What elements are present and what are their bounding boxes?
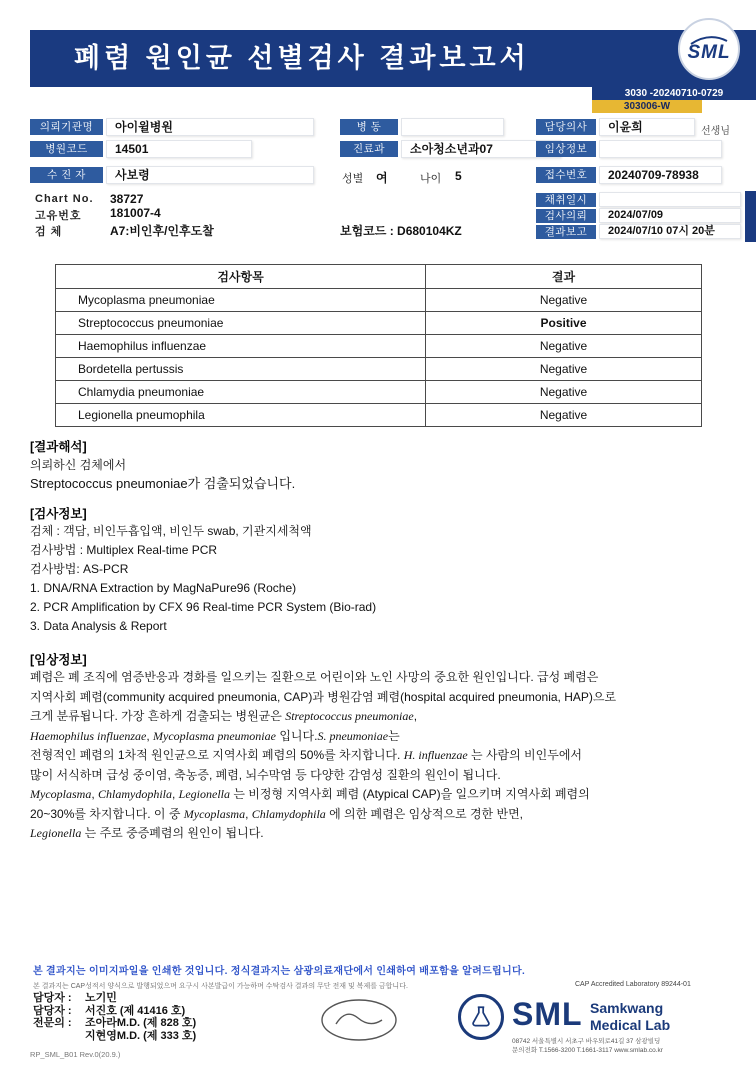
request-date-label: 검사의뢰 bbox=[536, 209, 596, 223]
text-line: 크게 분류됩니다. 가장 흔하게 검출되는 병원균은 Streptococcus pneumoniae, bbox=[30, 709, 418, 723]
chart-no-value: 38727 bbox=[110, 192, 144, 206]
text-line: 20~30%를 차지합니다. 이 중 Mycoplasma, Chlamydophila 에 의한 폐렴은 임상적으로 경한 반면, bbox=[30, 806, 524, 821]
contact-line: 문의전화 T.1566-3200 T.1661-3117 www.smlab.co.kr bbox=[512, 1046, 663, 1054]
results-table-body bbox=[56, 289, 702, 427]
text-line: 검사방법: AS-PCR bbox=[30, 562, 129, 576]
flask-icon bbox=[468, 1004, 494, 1030]
text-line: 많이 서식하며 급성 중이염, 축농증, 폐렴, 뇌수막염 등 다양한 감염성 질환의 원인이 됩니다. bbox=[30, 767, 501, 782]
text-line: Legionella 는 주로 중증폐렴의 원인이 됩니다. bbox=[30, 826, 264, 840]
test-item: Mycoplasma pneumoniae bbox=[56, 289, 426, 312]
department-label: 진료과 bbox=[340, 141, 398, 157]
header-bar bbox=[30, 30, 756, 87]
text-line: 3. Data Analysis & Report bbox=[30, 619, 167, 633]
test-result: Negative bbox=[426, 289, 702, 312]
patient-value: 사보령 bbox=[106, 166, 314, 184]
receipt-label: 접수번호 bbox=[536, 167, 596, 183]
document-code: 303006-W bbox=[592, 100, 702, 113]
age-value: 5 bbox=[455, 169, 462, 183]
text-line: Haemophilus influenzae, Mycoplasma pneumoniae 입니다.S. pneumoniae는 bbox=[30, 728, 400, 743]
hospital-code-label: 병원코드 bbox=[30, 141, 103, 157]
receipt-value: 20240709-78938 bbox=[599, 166, 722, 184]
ward-label: 병 동 bbox=[340, 119, 398, 135]
test-item: Streptococcus pneumoniae bbox=[56, 312, 426, 335]
text-line: Mycoplasma, Chlamydophila, Legionella 는 비정형 지역사회 폐렴 (Atypical CAP)을 일으키며 지역사회 폐렴의 bbox=[30, 787, 590, 801]
doctor-label: 담당의사 bbox=[536, 119, 596, 135]
footer-sml-logo bbox=[458, 994, 504, 1040]
clinical-value bbox=[599, 140, 722, 158]
test-result: Positive bbox=[426, 312, 702, 335]
lab-name-line2: Medical Lab bbox=[590, 1017, 671, 1033]
ward-value bbox=[401, 118, 504, 136]
test-item: Chlamydia pneumoniae bbox=[56, 381, 426, 404]
footer-lab-name bbox=[590, 1000, 670, 1034]
signature-stamp bbox=[318, 996, 400, 1044]
org-value: 아이윌병원 bbox=[106, 118, 314, 136]
department-value: 소아청소년과07 bbox=[401, 140, 561, 158]
test-item: Bordetella pertussis bbox=[56, 358, 426, 381]
uid-label: 고유번호 bbox=[35, 210, 82, 222]
collect-date-label: 채취일시 bbox=[536, 193, 596, 207]
text-line: 전형적인 폐렴의 1차적 원인균으로 지역사회 폐렴의 50%를 차지합니다. H. influenzae 는 사람의 비인두에서 bbox=[30, 748, 583, 762]
org-label: 의뢰기관명 bbox=[30, 119, 103, 135]
hospital-code-value: 14501 bbox=[106, 140, 252, 158]
request-date-value: 2024/07/09 bbox=[599, 208, 741, 223]
lab-name-line1: Samkwang bbox=[590, 1000, 664, 1016]
table-row bbox=[56, 358, 702, 381]
logo-text: SML bbox=[687, 42, 731, 63]
footer-address bbox=[512, 1038, 663, 1055]
column-header-item: 검사항목 bbox=[56, 265, 426, 289]
text-line: 2. PCR Amplification by CFX 96 Real-time PCR System (Bio-rad) bbox=[30, 600, 377, 614]
table-row bbox=[56, 289, 702, 312]
cap-accreditation: CAP Accredited Laboratory 89244-01 bbox=[575, 981, 691, 988]
clinical-info-lines bbox=[30, 668, 616, 844]
interpretation-title: [결과해석] bbox=[30, 440, 87, 454]
document-number: 3030 -20240710-0729 bbox=[592, 87, 756, 100]
text-line: 지역사회 폐렴(community acquired pneumonia, CAP)과 병원감염 폐렴(hospital acquired pneumonia, HAP)으로 bbox=[30, 689, 617, 704]
staff-row: 담당자 : 노기민 bbox=[33, 992, 117, 1004]
text-line: 검사방법 : Multiplex Real-time PCR bbox=[30, 543, 218, 557]
staff-row: 전문의 : 조아라M.D. (제 828 호) bbox=[33, 1017, 197, 1029]
address-line: 08742 서울특별시 서초구 바우뫼로41길 37 삼광빌딩 bbox=[512, 1038, 661, 1045]
insurance-code: 보험코드 : D680104KZ bbox=[340, 224, 462, 238]
text-line: 1. DNA/RNA Extraction by MagNaPure96 (Roche) bbox=[30, 581, 297, 595]
column-header-result: 결과 bbox=[426, 265, 702, 289]
test-result: Negative bbox=[426, 404, 702, 427]
test-result: Negative bbox=[426, 381, 702, 404]
test-result: Negative bbox=[426, 358, 702, 381]
test-result: Negative bbox=[426, 335, 702, 358]
age-label: 나이 bbox=[420, 173, 442, 185]
chart-no-label: Chart No. bbox=[35, 193, 94, 205]
specimen-value: A7:비인후/인후도찰 bbox=[110, 224, 214, 238]
test-info-title: [검사정보] bbox=[30, 507, 87, 521]
staff-list bbox=[33, 992, 196, 1042]
doctor-value: 이윤희 bbox=[599, 118, 695, 136]
test-item: Haemophilus influenzae bbox=[56, 335, 426, 358]
text-line: 폐렴은 폐 조직에 염증반응과 경화를 일으키는 질환으로 어린이와 노인 사망의 중요한 원인입니다. 급성 폐렴은 bbox=[30, 670, 599, 684]
report-date-value: 2024/07/10 07시 20분 bbox=[599, 224, 741, 239]
page-title: 폐렴 원인균 선별검사 결과보고서 bbox=[74, 43, 530, 73]
report-date-label: 결과보고 bbox=[536, 225, 596, 239]
table-row bbox=[56, 381, 702, 404]
table-row bbox=[56, 404, 702, 427]
staff-row: 지현영M.D. (제 333 호) bbox=[85, 1029, 197, 1042]
test-item: Legionella pneumophila bbox=[56, 404, 426, 427]
table-header-row bbox=[56, 265, 702, 289]
test-info-lines bbox=[30, 522, 376, 636]
patient-label: 수 진 자 bbox=[30, 167, 103, 183]
clinical-info-title: [임상정보] bbox=[30, 653, 87, 667]
interpretation-line2: Streptococcus pneumoniae가 검출되었습니다. bbox=[30, 476, 296, 491]
staff-row: 담당자 : 서진호 (제 41416 호) bbox=[33, 1004, 186, 1017]
clinical-label: 임상정보 bbox=[536, 141, 596, 157]
sml-logo bbox=[678, 18, 740, 80]
text-line: 검체 : 객담, 비인두흡입액, 비인두 swab, 기관지세척액 bbox=[30, 524, 312, 538]
footer-notice: 본 결과지는 이미지파일을 인쇄한 것입니다. 정식결과지는 삼광의료재단에서 인쇄하여 배포함을 알려드립니다. bbox=[33, 966, 526, 977]
collect-date-value bbox=[599, 192, 741, 207]
sex-label: 성별 bbox=[342, 173, 364, 185]
sex-value: 여 bbox=[376, 171, 388, 185]
interpretation-line1: 의뢰하신 검체에서 bbox=[30, 458, 127, 472]
uid-value: 181007-4 bbox=[110, 206, 161, 220]
table-row bbox=[56, 335, 702, 358]
footer-fine-print: 본 결과지는 CAP성적서 양식으로 발행되었으며 요구시 사본발급이 가능하며 수탁검사 결과의 무단 전재 및 복제를 금합니다. bbox=[33, 983, 408, 990]
doctor-suffix: 선생님 bbox=[701, 126, 730, 137]
form-number: RP_SML_B01 Rev.0(20.9.) bbox=[30, 1050, 121, 1059]
specimen-label: 검 체 bbox=[35, 226, 63, 238]
results-table bbox=[55, 264, 702, 427]
table-row bbox=[56, 312, 702, 335]
footer-logo-text: SML bbox=[512, 996, 583, 1032]
right-edge-accent bbox=[745, 191, 756, 242]
